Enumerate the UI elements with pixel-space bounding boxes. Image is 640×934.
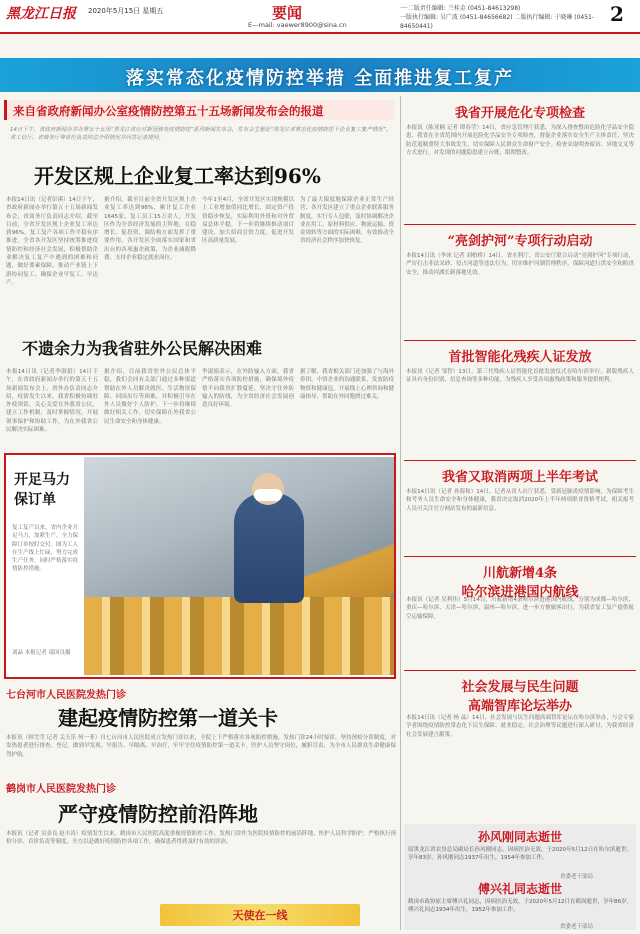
lead-body-col-3: 今年1至4月，全省开发区实现规模以上工业增加值同比增长，固定资产投资稳步恢复，实际利用外资和对外贸易总体平稳。下一步将继续推动项目建设，加大招商引资力度，促进开发区高质量发展。 <box>202 197 294 245</box>
obituary-1-title: 孙风刚同志逝世 <box>477 830 562 844</box>
photo-caption-text: 复工复产以来，省内企业开足马力，加紧生产，全力保障订单按时交付。图为工人在生产线上忙碌，努力完成生产任务，同时严格落实疫情防控措施。 <box>12 525 79 573</box>
right-divider <box>404 224 636 225</box>
right-headline-6: 社会发展与民生问题 高端智库论坛举办 <box>461 680 579 714</box>
second-body-col-3: 李淑娟表示，在外防输入方面，我省严格落实各项防控措施，确保境外疫情不向我省扩散蔓延，坚决守住外防输入的防线，为全省经济社会发展创造良好环境。 <box>202 369 294 409</box>
photo-worker-body <box>234 493 304 603</box>
lead-body-col-2: 据介绍，截至目前全省开发区规上企业复工率达到96%，累计复工企业1645家，复工员工15万余人。开发区作为全省经济发展的主阵地，在稳增长、促投资、调结构方面发挥了重要作用。各开发区全面落实国家和省出台的各项惠企政策，为企业减税降费，支持企业稳定就业岗位。 <box>104 197 196 262</box>
section-title: 要闻 <box>272 4 303 22</box>
photo-credit: 刘晶 本报记者 邵国良摄 <box>12 650 71 656</box>
lead-body-col-4: 为了最大限度地保障企业正常生产经营，各开发区建立了重点企业联系服务制度，实行专人包联，及时协调解决企业在用工、原材料供应、物流运输、资金周转等方面的实际困难，有效推动全省经济社会秩序加快恢复。 <box>300 197 394 245</box>
contact-email: E—mail: vaewer8900@sina.cn <box>248 21 347 29</box>
newspaper-logo: 黑龙江日报 <box>6 6 76 22</box>
right-headline-2: “亮剑护河”专项行动启动 <box>447 234 593 249</box>
second-body-col-1: 本报14日讯（记者李淑娟）14日下午，在省政府新闻办举行的第五十五场新闻发布会上，省外办负责同志介绍，疫情发生以来，我省积极协调驻外使领馆，关心关爱在外我省公民，建立工作机制，及时掌握情况，开展领事保护和协助工作，为在外我省公民解决实际困难。 <box>6 369 98 434</box>
right-body-6: 本报14日讯（记者 杨 晶）14日，社会发展与民生问题高端智库论坛在哈尔滨举办，与会专家学者围绕疫情防控常态化下民生保障、就业稳定、社会治理等议题进行深入研讨，为我省经济社会发展建言献策。 <box>406 715 634 738</box>
right-body-2: 本报14日讯（李冰 记者 刘柏桥）14日，省水利厅、省公安厅联合启动“亮剑护河”专项行动，严厉打击非法采砂、侵占河道等违法行为，切实维护河湖管理秩序，保障河道行洪安全和防洪安全，推动河湖长制落地见效。 <box>406 253 634 276</box>
column-divider <box>400 96 401 930</box>
lead-kicker: 来自省政府新闻办公室疫情防控第五十五场新闻发布会的报道 <box>4 100 394 120</box>
right-headline-5: 川航新增4条 哈尔滨进港国内航线 <box>461 566 579 600</box>
issue-date: 2020年5月15日 星期五 <box>88 7 164 15</box>
bottom-banner: 天使在一线 <box>160 904 360 926</box>
second-headline: 不遗余力为我省驻外公民解决困难 <box>22 339 263 358</box>
obituary-2-body: 鹤岗市政协原主席傅兴礼同志，因病医治无效，于2020年5月12日在鹤岗逝世，享年86岁。傅兴礼同志1934年出生，1952年参加工作。 <box>408 899 632 914</box>
hospital-2-headline: 严守疫情防控前沿阵地 <box>58 802 258 826</box>
photo-caption-title: 开足马力 保订单 <box>14 472 70 508</box>
masthead <box>0 0 640 34</box>
photo-worker-mask <box>254 489 282 501</box>
right-headline-1: 我省开展危化专项检查 <box>454 106 585 121</box>
hospital-2-kicker: 鹤岗市人民医院发热门诊 <box>6 784 116 795</box>
right-divider <box>404 556 636 557</box>
second-body-col-2: 据介绍，目前我省驻外公民总体平稳，我们会同有关部门通过多种渠道帮助在外人员解决就医、生活物资保障、回国出行等困难，并积极引导在外人员做好个人防护。下一步将继续做好相关工作，切实保障在外我省公民生命安全和身体健康。 <box>104 369 196 425</box>
obituary-1-body: 原黑龙江省农垦总局副局长孙风刚同志，因病医治无效，于2020年5月12日在哈尔滨逝世，享年83岁。孙风刚同志1937年出生，1954年参加工作。 <box>408 847 632 862</box>
lead-body-col-1: 本报14日讯（记者彭溪）14日下午，省政府新闻办举行第五十五场新闻发布会，省商务厅负责同志介绍，截至目前，全省开发区规上企业复工率达到96%，复工复产各项工作平稳有序推进。全省各开发区坚持统筹推进疫情防控和经济社会发展，积极帮助企业解决复工复产中遇到的困难和问题，做好要素保障，推动产业链上下游协同复工，确保企业早复工、早达产。 <box>6 197 98 286</box>
banner-text: 落实常态化疫情防控举措 全面推进复工复产 <box>125 68 515 89</box>
hospital-1-body: 本报讯（韩雪莹 记者 关天乐 何一菲）自七台河市人民医院成立发热门诊以来，全院上下严格落实各项防控措施，发热门诊24小时接诊，坚持预检分诊制度，对发热患者进行排查、登记，做到早发现、早报告、早隔离、早治疗，牢牢守住疫情防控第一道关卡。医护人员坚守岗位，履职尽责，为全市人民群众生命健康保驾护航。 <box>6 735 396 758</box>
hospital-1-kicker: 七台河市人民医院发热门诊 <box>6 690 126 701</box>
second-body-col-4: 据了解，我省相关部门还加强了与海外侨团、中资企业的沟通联系，发放防疫物资和健康包，开展线上心理咨询和健康指导，帮助在外同胞渡过难关。 <box>300 369 394 400</box>
obituary-2-title: 傅兴礼同志逝世 <box>477 882 562 896</box>
page-number: 2 <box>610 2 624 26</box>
right-headline-4: 我省又取消两项上半年考试 <box>441 470 598 485</box>
headline-banner <box>0 58 640 92</box>
right-body-5: 本报讯（记者 吴利伟）5月14日，川航新增4条哈尔滨进港国内航线，分别为成都—哈尔滨、重庆—哈尔滨、天津—哈尔滨、温州—哈尔滨，进一步方便旅客出行，为我省复工复产提供航空运输保障。 <box>406 597 634 620</box>
obituary-2-byline: 省委老干部局 <box>560 924 594 930</box>
lead-intro: 14日下午，省政府新闻办举办第五十五场“黑龙江省应对新冠肺炎疫情防控”系列新闻发布会，发布会主题是“黑龙江省常态化疫情防控下企业复工复产情况”。省工信厅、省商务厅等单位负责同志介绍情况并回答记者提问。 <box>10 127 392 141</box>
right-divider <box>404 670 636 671</box>
right-divider <box>404 340 636 341</box>
factory-worker-photo <box>84 457 394 675</box>
lead-headline: 开发区规上企业复工率达到96% <box>34 164 321 188</box>
hospital-1-headline: 建起疫情防控第一道关卡 <box>58 706 278 730</box>
right-body-3: 本报讯（记者 邹智）13日，第三代残疾人证智能化首批发放仪式在哈尔滨举行。新版残疾人证具有身份识别、信息查询等多种功能，为残疾人享受各项惠残政策和服务提供便利。 <box>406 369 634 384</box>
right-headline-3: 首批智能化残疾人证发放 <box>448 350 592 365</box>
right-body-1: 本报讯（陈亚楠 记者 谭春莹）14日，省应急管理厅获悉，为深入排查整治危险化学品安全隐患，我省在全省范围内开展危险化学品安全专项检查，督促企业落实安全生产主体责任，坚决防范遏制重特大事故发生，切实保障人民群众生命财产安全。检查采取明查暗访、异地交叉等方式进行，对发现的问题隐患建立台账，限期整改。 <box>406 125 634 156</box>
obituary-1-byline: 省委老干部局 <box>560 874 594 880</box>
right-divider <box>404 460 636 461</box>
right-body-4: 本报14日讯（记者 孙海和）14日，记者从省人社厅获悉，受新冠肺炎疫情影响，为保障考生和考务人员生命安全和身体健康，我省决定取消2020年上半年两项职业资格考试，相关报考人员可关注官方网站发布的最新信息。 <box>406 489 634 512</box>
photo-machinery <box>84 597 394 675</box>
hospital-2-body: 本报讯（记者 吴金良 赵丰涛）疫情发生以来，鹤岗市人民医院高度重视疫情防控工作，发热门诊作为医院疫情防控的前沿阵地，医护人员科学防护，严格执行预检分诊、首诊负责等制度，全力以赴做好疫情防控各项工作，确保患者得到及时有效的诊治。 <box>6 831 396 846</box>
editor-hotlines: 一·二版责任编辑: 兰桂金 (0451-84613298) 一版执行编辑: 吴广波 (0451-84656682) 二版执行编辑: 于晓琳 (0451-84650441) <box>400 5 595 30</box>
